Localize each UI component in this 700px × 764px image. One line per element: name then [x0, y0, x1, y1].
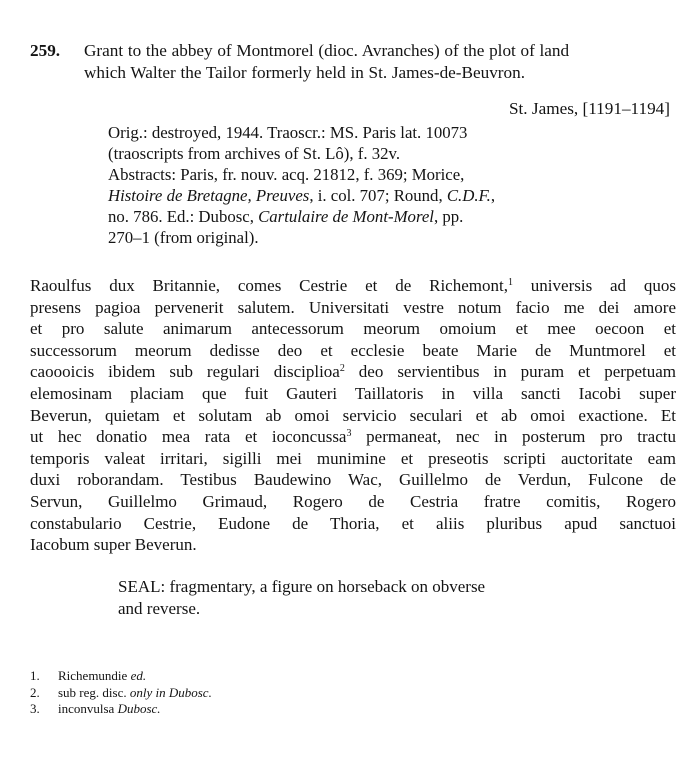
footnote-italic: only in Dubosc.: [129, 684, 212, 700]
footnote: [30, 685, 430, 702]
entry-title-line: Grant to the abbey of Montmorel (dioc. Avranches) of the plot of land: [84, 41, 570, 60]
footnote-number: 2.: [30, 684, 40, 700]
charter-line: Beverun, quietam et solutam ab omoi servicio seculari et ab omoi exactione. Et: [30, 405, 676, 425]
sources-line: Abstracts: Paris, fr. nouv. acq. 21812, f. 369; Morice,: [108, 165, 465, 184]
footnote-text: sub reg. disc.: [58, 684, 130, 700]
footnote-ref: 2: [339, 363, 345, 375]
footnotes: [30, 668, 430, 718]
place-date: St. James, [1191–1194]: [508, 99, 670, 118]
footnote-number: 3.: [30, 701, 40, 716]
charter-line: presens pagioa pervenerit salutem. Universitati vestre notum facio me dei amore: [30, 297, 676, 317]
footnote: [30, 701, 430, 718]
charter-fragment: deo servientibus in puram et perpetuam: [344, 362, 676, 382]
source-title-italic: Cartulaire de Mont-Morel: [258, 207, 434, 226]
footnote-ref: 3: [346, 428, 352, 440]
source-title-italic: Histoire de Bretagne, Preuves: [108, 186, 310, 205]
charter-fragment: Raoulfus dux Britannie, comes Cestrie et de Richemont,: [30, 276, 508, 295]
charter-fragment: permaneat, nec in posterum pro tractu: [351, 427, 676, 447]
seal-line: SEAL: fragmentary, a figure on horseback on obverse: [118, 577, 486, 596]
sources-line: (traoscripts from archives of St. Lô), f. 32v.: [108, 144, 401, 163]
charter-line: elemosinam placiam que fuit Gauteri Taillatoris in villa sancti Iacobi super: [30, 383, 676, 403]
charter-fragment: ut hec donatio mea rata et ioconcussa: [30, 427, 347, 447]
footnote-text: Richemundie: [58, 668, 131, 683]
charter-line: Iacobum super Beverun.: [30, 535, 197, 555]
footnote-italic: ed.: [130, 668, 147, 683]
sources-block: [108, 122, 584, 248]
footnote: [30, 668, 430, 685]
source-text: no. 786. Ed.: Dubosc,: [108, 207, 259, 226]
entry-title: [84, 40, 690, 84]
charter-line: [30, 426, 676, 448]
source-text: , pp.: [433, 207, 464, 226]
footnote-text: inconvulsa: [58, 701, 118, 716]
charter-line: Servun, Guillelmo Grimaud, Rogero de Cestria fratre comitis, Rogero: [30, 491, 676, 511]
seal-line: and reverse.: [118, 599, 201, 618]
footnote-number: 1.: [30, 668, 40, 683]
charter-line: successorum meorum dedisse deo et ecclesie beate Marie de Muntmorel et: [30, 340, 676, 360]
entry-title-line: which Walter the Tailor formerly held in St. James-de-Beuvron.: [84, 63, 526, 82]
charter-line: constabulario Cestrie, Eudone de Thoria, et aliis pluribus apud sanctuoi: [30, 513, 676, 533]
sources-line: [108, 206, 584, 227]
entry-number: 259.: [30, 41, 61, 60]
sources-line: 270–1 (from original).: [108, 228, 259, 247]
charter-line: temporis valeat irritari, sigilli mei munimine et preseotis scripti auctoritate eam: [30, 448, 676, 468]
footnote-ref: 1: [507, 277, 513, 288]
sources-line: Orig.: destroyed, 1944. Traoscr.: MS. Paris lat. 10073: [108, 123, 468, 142]
seal-description: [118, 576, 598, 620]
charter-line: [30, 361, 676, 383]
source-text: , i. col. 707; Round,: [309, 186, 447, 205]
charter-fragment: universis ad quos: [512, 276, 677, 295]
charter-fragment: caoooicis ibidem sub regulari disciplioa: [30, 362, 340, 382]
charter-line: [30, 275, 676, 297]
charter-text: [30, 275, 676, 556]
charter-line: duxi roborandam. Testibus Baudewino Wac, Guillelmo de Verdun, Fulcone de: [30, 470, 676, 490]
source-text: ,: [490, 186, 496, 205]
footnote-italic: Dubosc.: [117, 701, 161, 716]
charter-line: et pro salute animarum antecessorum meorum omoium et mee oecoon et: [30, 319, 676, 339]
source-title-italic: C.D.F.: [446, 186, 491, 205]
sources-line: [108, 185, 584, 206]
